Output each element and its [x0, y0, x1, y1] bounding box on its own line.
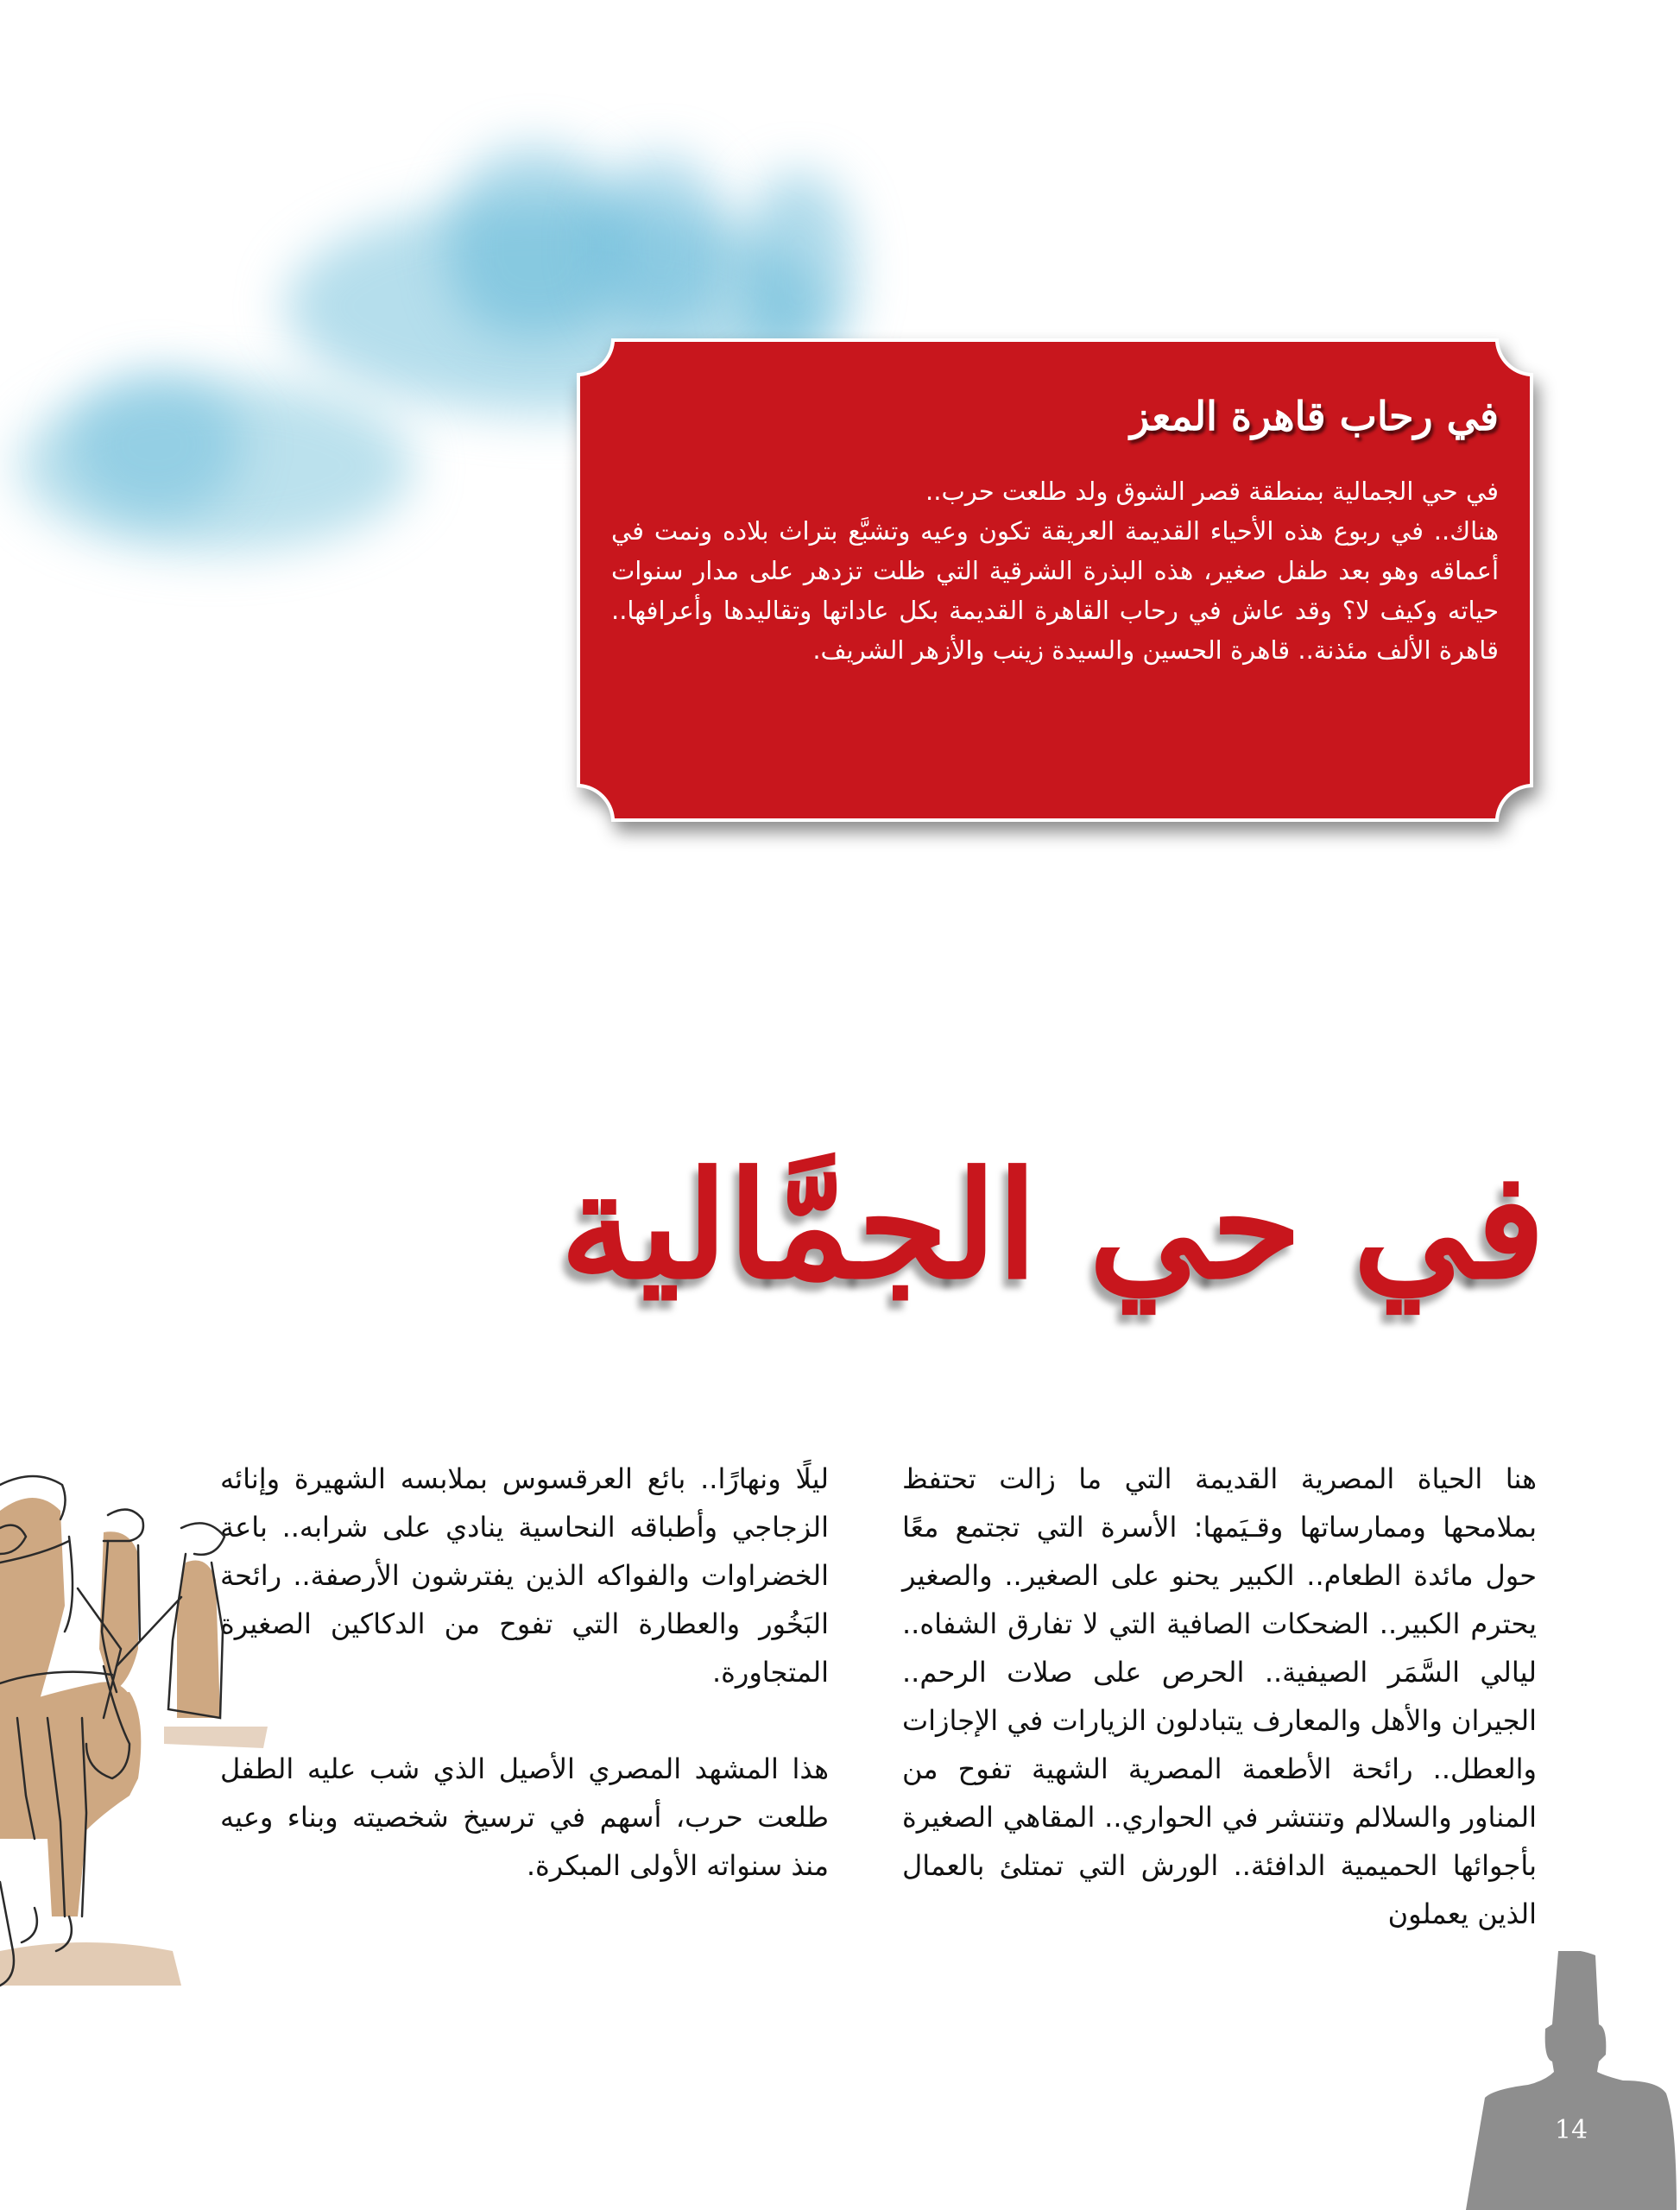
page-number: 14 — [1554, 2115, 1588, 2145]
info-box-title: في رحاب قاهرة المعز — [1129, 393, 1499, 439]
body-paragraph: هنا الحياة المصرية القديمة التي ما زالت تحتفظ بملامحها وممارساتها وقـيَمها: الأسرة التي تجتمع معًا حول مائدة الطعام.. الكبير يحنو على الصغير.. والصغير يحترم الكبير.. الضحكات الصافية التي لا تفارق الشفاه.. ليالي السَّمَر الصيفية.. الحرص على صلات الرحم.. الجيران والأهل والمعارف يتبادلون الزيارات في الإجازات والعطل.. رائحة الأطعمة المصرية الشهية تفوح من المناور والسلالم وتنتشر في الحواري.. المقاهي الصغيرة بأجوائها الحميمية الدافئة.. الورش التي تمتلئ بالعمال الذين يعملون — [902, 1462, 1537, 1930]
watercolor-cloud — [742, 173, 855, 363]
watercolor-cloud — [596, 155, 725, 328]
info-box — [577, 338, 1533, 822]
watercolor-cloud — [69, 371, 242, 518]
text-column-left — [220, 1455, 829, 1890]
info-box-paragraph: هناك.. في ربوع هذه الأحياء القديمة العريقة تكون وعيه وتشبَّع بتراث بلاده ونمت في أعماقه وهو بعد طفل صغير، هذه البذرة الشرقية التي ظلت تزدهر على مدار سنوات حياته وكيف لا؟ وقد عاش في رحاب القاهرة القديمة بكل عاداتها وتقاليدها وأعرافها.. قاهرة الألف مئذنة.. قاهرة الحسين والسيدة زينب والأزهر الشريف. — [611, 516, 1499, 665]
fez-man-silhouette — [1459, 1951, 1680, 2210]
section-headline: في حي الجمَّالية — [559, 1140, 1545, 1312]
text-column-right — [902, 1455, 1537, 1938]
info-box-content — [611, 338, 1499, 822]
street-scene-illustration — [0, 1433, 276, 2020]
body-paragraph: ليلًا ونهارًا.. بائع العرقسوس بملابسه الشهيرة وإنائه الزجاجي وأطباقه النحاسية ينادي على شرابه.. باعة الخضراوات والفواكه الذين يفترشون الأرصفة.. رائحة البَخُور والعطارة التي تفوح من الدكاكين الصغيرة المتجاورة. — [220, 1462, 829, 1689]
info-box-paragraph: في حي الجمالية بمنطقة قصر الشوق ولد طلعت حرب.. — [925, 477, 1499, 506]
info-box-body — [611, 471, 1499, 670]
body-paragraph: هذا المشهد المصري الأصيل الذي شب عليه الطفل طلعت حرب، أسهم في ترسيخ شخصيته وبناء وعيه منذ سنواته الأولى المبكرة. — [220, 1752, 829, 1882]
